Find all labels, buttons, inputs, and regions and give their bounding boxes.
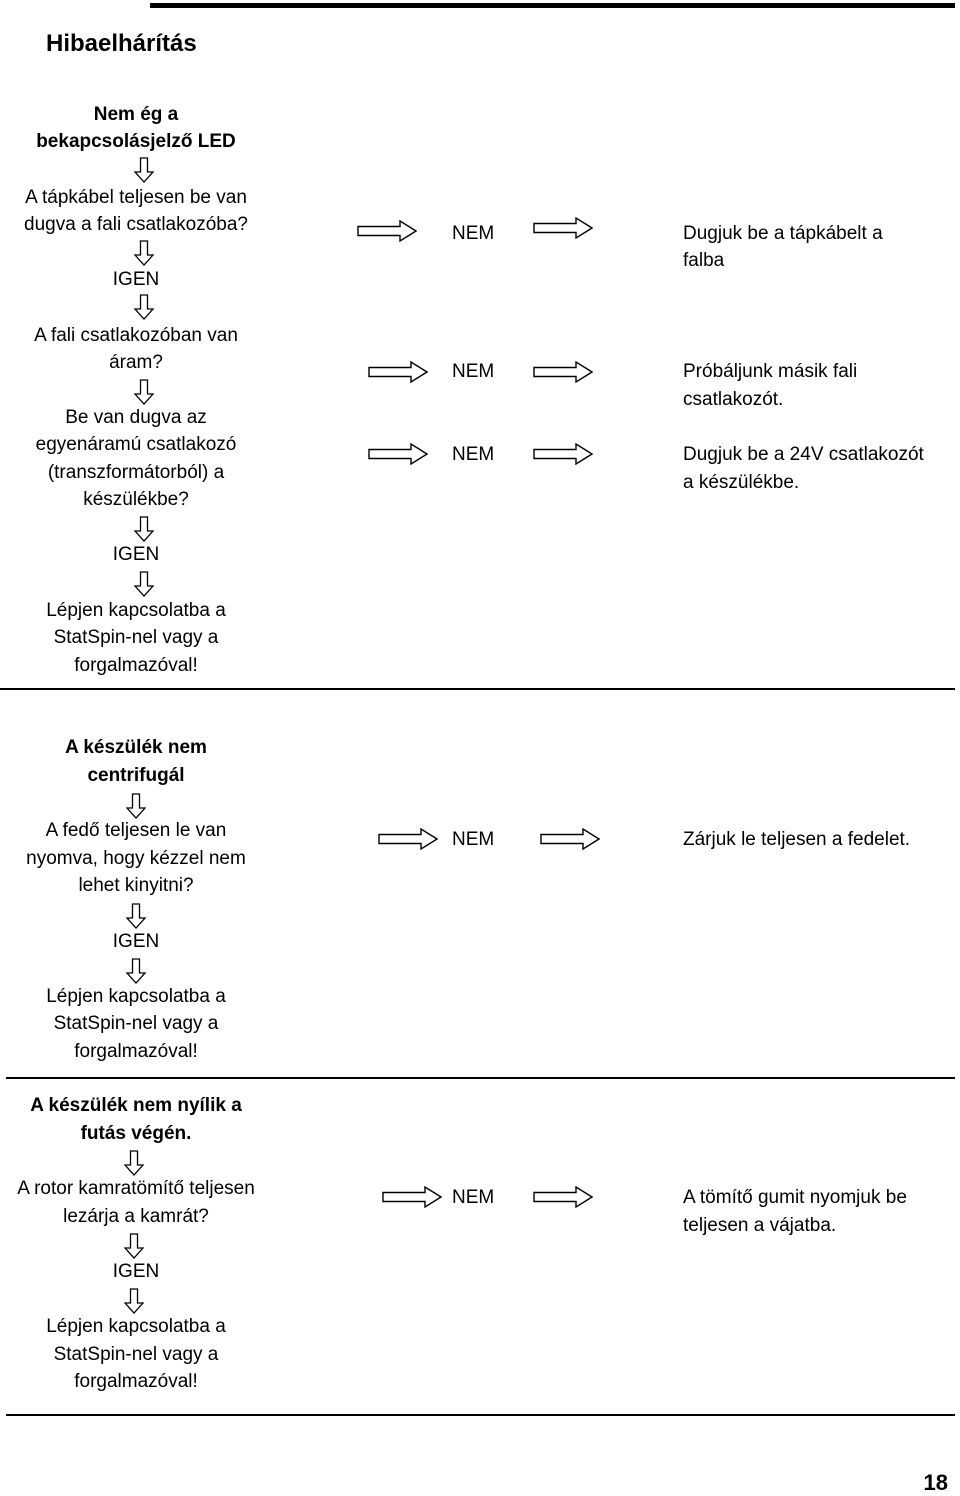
s1-yes-1: IGEN xyxy=(112,269,160,290)
s1-q3-line-1: Be van dugva az xyxy=(65,407,207,428)
right-arrow-icon xyxy=(533,1186,593,1208)
s3-q1-line-1: A rotor kamratömítő teljesen xyxy=(17,1178,255,1199)
down-arrow-icon xyxy=(134,571,154,597)
s3-q1-line-2: lezárja a kamrát? xyxy=(63,1206,209,1227)
s1-solution-1-line-2: falba xyxy=(683,250,725,271)
s3-solution-1-line-1: A tömítő gumit nyomjuk be xyxy=(683,1187,907,1208)
down-arrow-icon xyxy=(124,1150,144,1176)
page-number: 18 xyxy=(923,1470,948,1495)
right-arrow-icon xyxy=(533,361,593,383)
right-arrow-icon xyxy=(533,217,593,239)
down-arrow-icon xyxy=(134,157,154,183)
s1-contact-line-2: StatSpin-nel vagy a xyxy=(53,627,219,648)
s3-solution-1-line-2: teljesen a vájatba. xyxy=(683,1215,837,1236)
s1-solution-1-line-1: Dugjuk be a tápkábelt a xyxy=(683,223,883,244)
s1-solution-2-line-2: csatlakozót. xyxy=(683,389,784,410)
s1-no-1: NEM xyxy=(452,223,495,244)
page-title: Hibaelhárítás xyxy=(46,30,197,57)
right-arrow-icon xyxy=(378,828,438,850)
s3-no-1: NEM xyxy=(452,1187,495,1208)
right-arrow-icon xyxy=(368,443,428,465)
s2-heading-line-2: centrifugál xyxy=(87,765,185,786)
s2-q1-line-3: lehet kinyitni? xyxy=(78,875,194,896)
s2-no-1: NEM xyxy=(452,829,495,850)
s2-contact-line-3: forgalmazóval! xyxy=(74,1041,198,1062)
s1-solution-3-line-2: a készülékbe. xyxy=(683,472,800,493)
right-arrow-icon xyxy=(357,220,417,242)
s3-yes-1: IGEN xyxy=(112,1261,160,1282)
right-arrow-icon xyxy=(540,828,600,850)
right-arrow-icon xyxy=(368,361,428,383)
s1-q2-line-1: A fali csatlakozóban van xyxy=(34,325,238,346)
s2-solution-1: Zárjuk le teljesen a fedelet. xyxy=(683,829,911,850)
down-arrow-icon xyxy=(126,903,146,929)
s2-contact-line-2: StatSpin-nel vagy a xyxy=(53,1013,219,1034)
s1-heading-line-2: bekapcsolásjelző LED xyxy=(36,131,236,152)
down-arrow-icon xyxy=(124,1233,144,1259)
s2-q1-line-2: nyomva, hogy kézzel nem xyxy=(26,848,246,869)
right-arrow-icon xyxy=(533,443,593,465)
s3-contact-line-3: forgalmazóval! xyxy=(74,1371,198,1392)
s1-no-2: NEM xyxy=(452,361,495,382)
s1-yes-3: IGEN xyxy=(112,544,160,565)
s2-contact-line-1: Lépjen kapcsolatba a xyxy=(46,986,226,1007)
s2-yes-1: IGEN xyxy=(112,931,160,952)
section-divider xyxy=(6,1077,955,1079)
right-arrow-icon xyxy=(382,1186,442,1208)
s1-no-3: NEM xyxy=(452,444,495,465)
down-arrow-icon xyxy=(134,379,154,405)
top-rule xyxy=(150,3,955,8)
s2-heading-line-1: A készülék nem xyxy=(65,737,207,758)
down-arrow-icon xyxy=(134,294,154,320)
s1-contact-line-1: Lépjen kapcsolatba a xyxy=(46,600,226,621)
s3-heading-line-2: futás végén. xyxy=(80,1123,192,1144)
s3-heading-line-1: A készülék nem nyílik a xyxy=(30,1095,242,1116)
s1-heading-line-1: Nem ég a xyxy=(93,104,179,125)
section-divider xyxy=(0,688,955,690)
s1-solution-3-line-1: Dugjuk be a 24V csatlakozót xyxy=(683,444,924,465)
down-arrow-icon xyxy=(134,516,154,542)
s1-q3-line-4: készülékbe? xyxy=(83,489,189,510)
s1-q2-line-2: áram? xyxy=(109,352,163,373)
s1-solution-2-line-1: Próbáljunk másik fali xyxy=(683,361,858,382)
s1-q3-line-2: egyenáramú csatlakozó xyxy=(35,434,237,455)
down-arrow-icon xyxy=(134,240,154,266)
s1-q1-line-2: dugva a fali csatlakozóba? xyxy=(24,214,248,235)
down-arrow-icon xyxy=(126,958,146,984)
s1-q3-line-3: (transzformátorból) a xyxy=(47,462,225,483)
s3-contact-line-2: StatSpin-nel vagy a xyxy=(53,1344,219,1365)
s1-contact-line-3: forgalmazóval! xyxy=(74,655,198,676)
down-arrow-icon xyxy=(124,1288,144,1314)
s1-q1-line-1: A tápkábel teljesen be van xyxy=(25,187,247,208)
s3-contact-line-1: Lépjen kapcsolatba a xyxy=(46,1316,226,1337)
section-divider xyxy=(6,1414,955,1416)
s2-q1-line-1: A fedő teljesen le van xyxy=(45,820,227,841)
down-arrow-icon xyxy=(126,793,146,819)
